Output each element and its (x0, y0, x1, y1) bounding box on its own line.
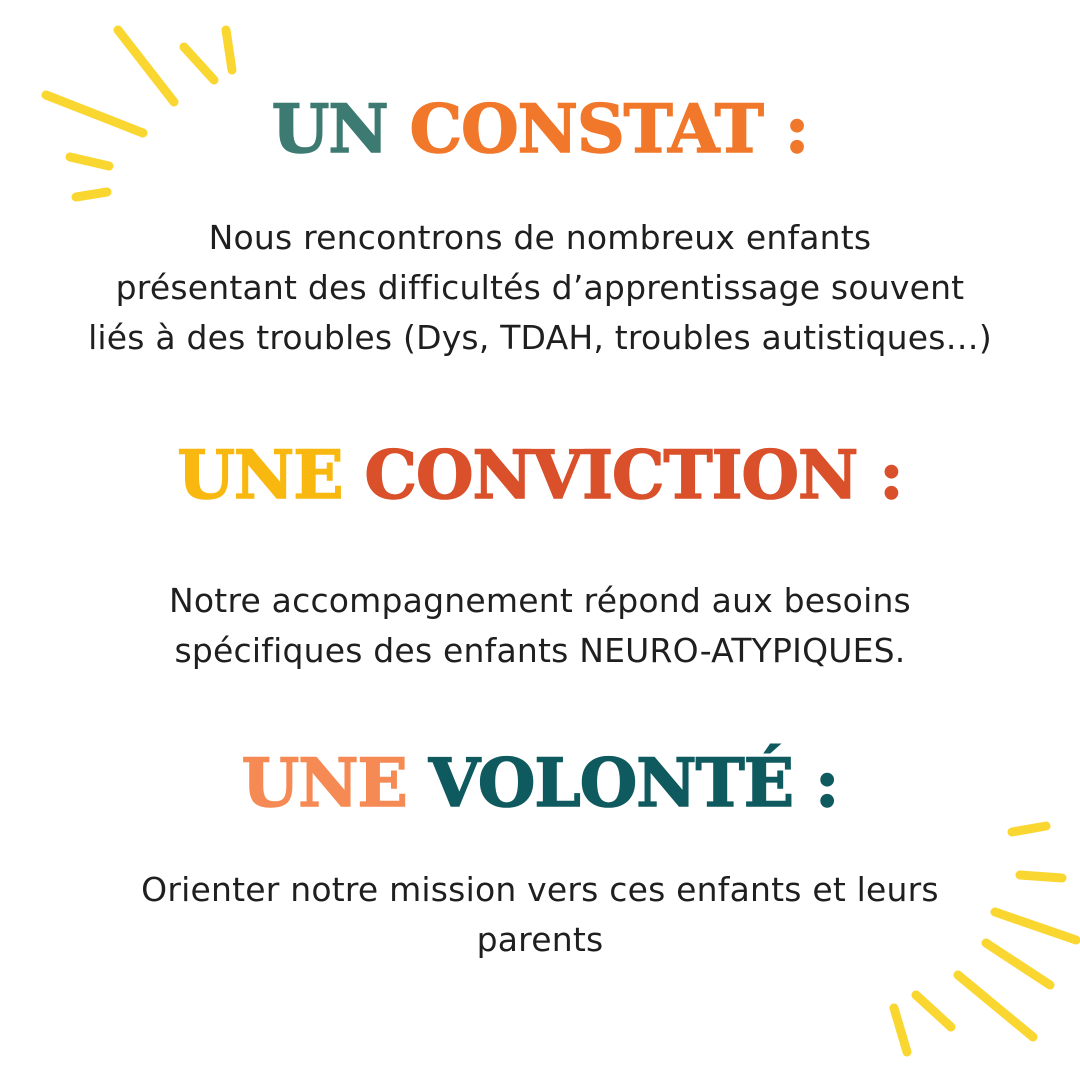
paragraph-line: Orienter notre mission vers ces enfants et leurs (141, 870, 939, 909)
heading-conviction-word1: UNE (177, 436, 343, 514)
heading-volonte-word2: VOLONTÉ : (428, 744, 839, 822)
heading-volonte-word1: UNE (241, 744, 407, 822)
paragraph-line: présentant des difficultés d’apprentissage souvent (115, 268, 965, 307)
paragraph-line: parents (476, 920, 604, 959)
heading-conviction (0, 436, 1080, 514)
paragraph-line: Notre accompagnement répond aux besoins (169, 581, 911, 620)
paragraph-volonte (40, 865, 1040, 965)
paragraph-line: Nous rencontrons de nombreux enfants (208, 218, 872, 257)
paragraph-constat (40, 213, 1040, 363)
paragraph-conviction (40, 576, 1040, 676)
heading-volonte (0, 744, 1080, 822)
paragraph-line: spécifiques des enfants NEURO-ATYPIQUES. (174, 631, 906, 670)
heading-conviction-word2: CONVICTION : (364, 436, 903, 514)
heading-constat-word2: CONSTAT : (409, 90, 809, 168)
paragraph-line: liés à des troubles (Dys, TDAH, troubles autistiques…) (88, 318, 992, 357)
heading-constat-word1: UN (271, 90, 388, 168)
heading-constat (0, 90, 1080, 168)
